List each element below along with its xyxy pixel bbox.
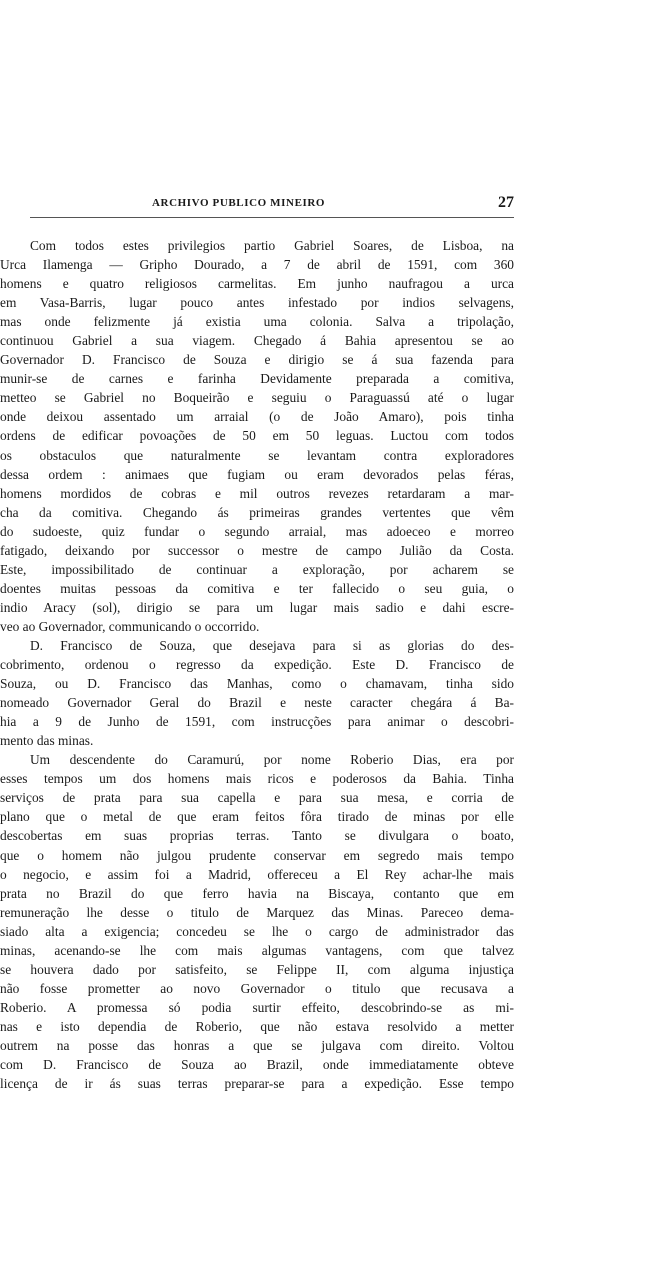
text-line: homens e quatro religiosos carmelitas. Em junho naufragou a urca bbox=[0, 276, 514, 292]
text-line: prata no Brazil do que ferro havia na Biscaya, contanto que em bbox=[0, 885, 514, 901]
text-line: hia a 9 de Junho de 1591, com instrucções para animar o descobri- bbox=[0, 714, 514, 730]
text-line: cobrimento, ordenou o regresso da expedição. Este D. Francisco de bbox=[0, 657, 514, 673]
text-line: ordens de edificar povoações de 50 em 50 leguas. Luctou com todos bbox=[0, 428, 514, 444]
text-line: minas, acenando-se lhe com mais algumas vantagens, com que talvez bbox=[0, 942, 514, 958]
text-line: cha da comitiva. Chegando ás primeiras grandes vertentes que vêm bbox=[0, 504, 514, 520]
text-line: D. Francisco de Souza, que desejava para si as glorias do des- bbox=[30, 637, 514, 653]
text-line: homens mordidos de cobras e mil outros revezes retardaram a mar- bbox=[0, 485, 514, 501]
text-line: os obstaculos que naturalmente se levantam contra exploradores bbox=[0, 447, 514, 463]
text-line: Um descendente do Caramurú, por nome Roberio Dias, era por bbox=[30, 752, 514, 768]
text-line: mento das minas. bbox=[0, 733, 94, 749]
text-line: descobertas em suas proprias terras. Tanto se divulgara o boato, bbox=[0, 828, 514, 844]
text-line: onde deixou assentado um arraial (o de João Amaro), pois tinha bbox=[0, 409, 514, 425]
header-rule bbox=[30, 217, 514, 218]
text-line: licença de ir ás suas terras preparar-se para a expedição. Esse tempo bbox=[0, 1076, 514, 1092]
text-line: se houvera dado por satisfeito, se Felippe II, com alguma injustiça bbox=[0, 961, 514, 977]
text-line: metteo se Gabriel no Boqueirão e seguiu o Paraguassú até o lugar bbox=[0, 390, 514, 406]
text-line: Souza, ou D. Francisco das Manhas, como o chamavam, tinha sido bbox=[0, 676, 514, 692]
text-line: Roberio. A promessa só podia surtir effeito, descobrindo-se as mi- bbox=[0, 999, 514, 1015]
text-line: plano que o metal de que eram feitos fôra tirado de minas por elle bbox=[0, 809, 514, 825]
text-line: doentes muitas pessoas da comitiva e ter fallecido o seu guia, o bbox=[0, 580, 514, 596]
text-line: com D. Francisco de Souza ao Brazil, onde immediatamente obteve bbox=[0, 1057, 514, 1073]
text-line: munir-se de carnes e farinha Devidamente preparada a comitiva, bbox=[0, 371, 514, 387]
text-line: do sudoeste, quiz fundar o segundo arraial, mas adoeceo e morreo bbox=[0, 523, 514, 539]
text-line: outrem na posse das honras a que se julgava com direito. Voltou bbox=[0, 1037, 514, 1053]
text-line: Governador D. Francisco de Souza e dirigio se á sua fazenda para bbox=[0, 352, 514, 368]
text-line: o negocio, e assim foi a Madrid, offereceu a El Rey achar-lhe mais bbox=[0, 866, 514, 882]
text-line: veo ao Governador, communicando o occorrido. bbox=[0, 618, 260, 634]
text-line: Urca Ilamenga — Gripho Dourado, a 7 de abril de 1591, com 360 bbox=[0, 257, 514, 273]
running-head bbox=[30, 196, 514, 214]
text-line: nas e isto dependia de Roberio, que não estava resolvido a metter bbox=[0, 1018, 514, 1034]
text-line: Este, impossibilitado de continuar a exploração, por acharem se bbox=[0, 561, 514, 577]
text-line: que o homem não julgou prudente conservar em segredo mais tempo bbox=[0, 847, 514, 863]
text-line: remuneração lhe desse o titulo de Marquez das Minas. Pareceo dema- bbox=[0, 904, 514, 920]
running-title: ARCHIVO PUBLICO MINEIRO bbox=[152, 197, 326, 209]
text-line: continuou Gabriel a sua viagem. Chegado á Bahia apresentou se ao bbox=[0, 333, 514, 349]
text-line: dessa ordem : animaes que fugiam ou eram devorados pelas féras, bbox=[0, 466, 514, 482]
text-line: siado alta a exigencia; concedeu se lhe o cargo de administrador das bbox=[0, 923, 514, 939]
text-line: nomeado Governador Geral do Brazil e neste caracter chegára á Ba- bbox=[0, 695, 514, 711]
text-line: serviços de prata para sua capella e para sua mesa, e corria de bbox=[0, 790, 514, 806]
text-line: esses tempos um dos homens mais ricos e poderosos da Bahia. Tinha bbox=[0, 771, 514, 787]
text-line: não fosse prometter ao novo Governador o titulo que recusava a bbox=[0, 980, 514, 996]
text-line: mas onde felizmente já existia uma colonia. Salva a tripolação, bbox=[0, 314, 514, 330]
body-text bbox=[0, 236, 514, 1093]
page-number: 27 bbox=[498, 194, 514, 211]
text-line: fatigado, deixando por successor o mestre de campo Julião da Costa. bbox=[0, 542, 514, 558]
text-line: indio Aracy (sol), dirigio se para um lugar mais sadio e dahi escre- bbox=[0, 599, 514, 615]
text-line: Com todos estes privilegios partio Gabriel Soares, de Lisboa, na bbox=[30, 238, 514, 253]
text-line: em Vasa-Barris, lugar pouco antes infestado por indios selvagens, bbox=[0, 295, 514, 311]
